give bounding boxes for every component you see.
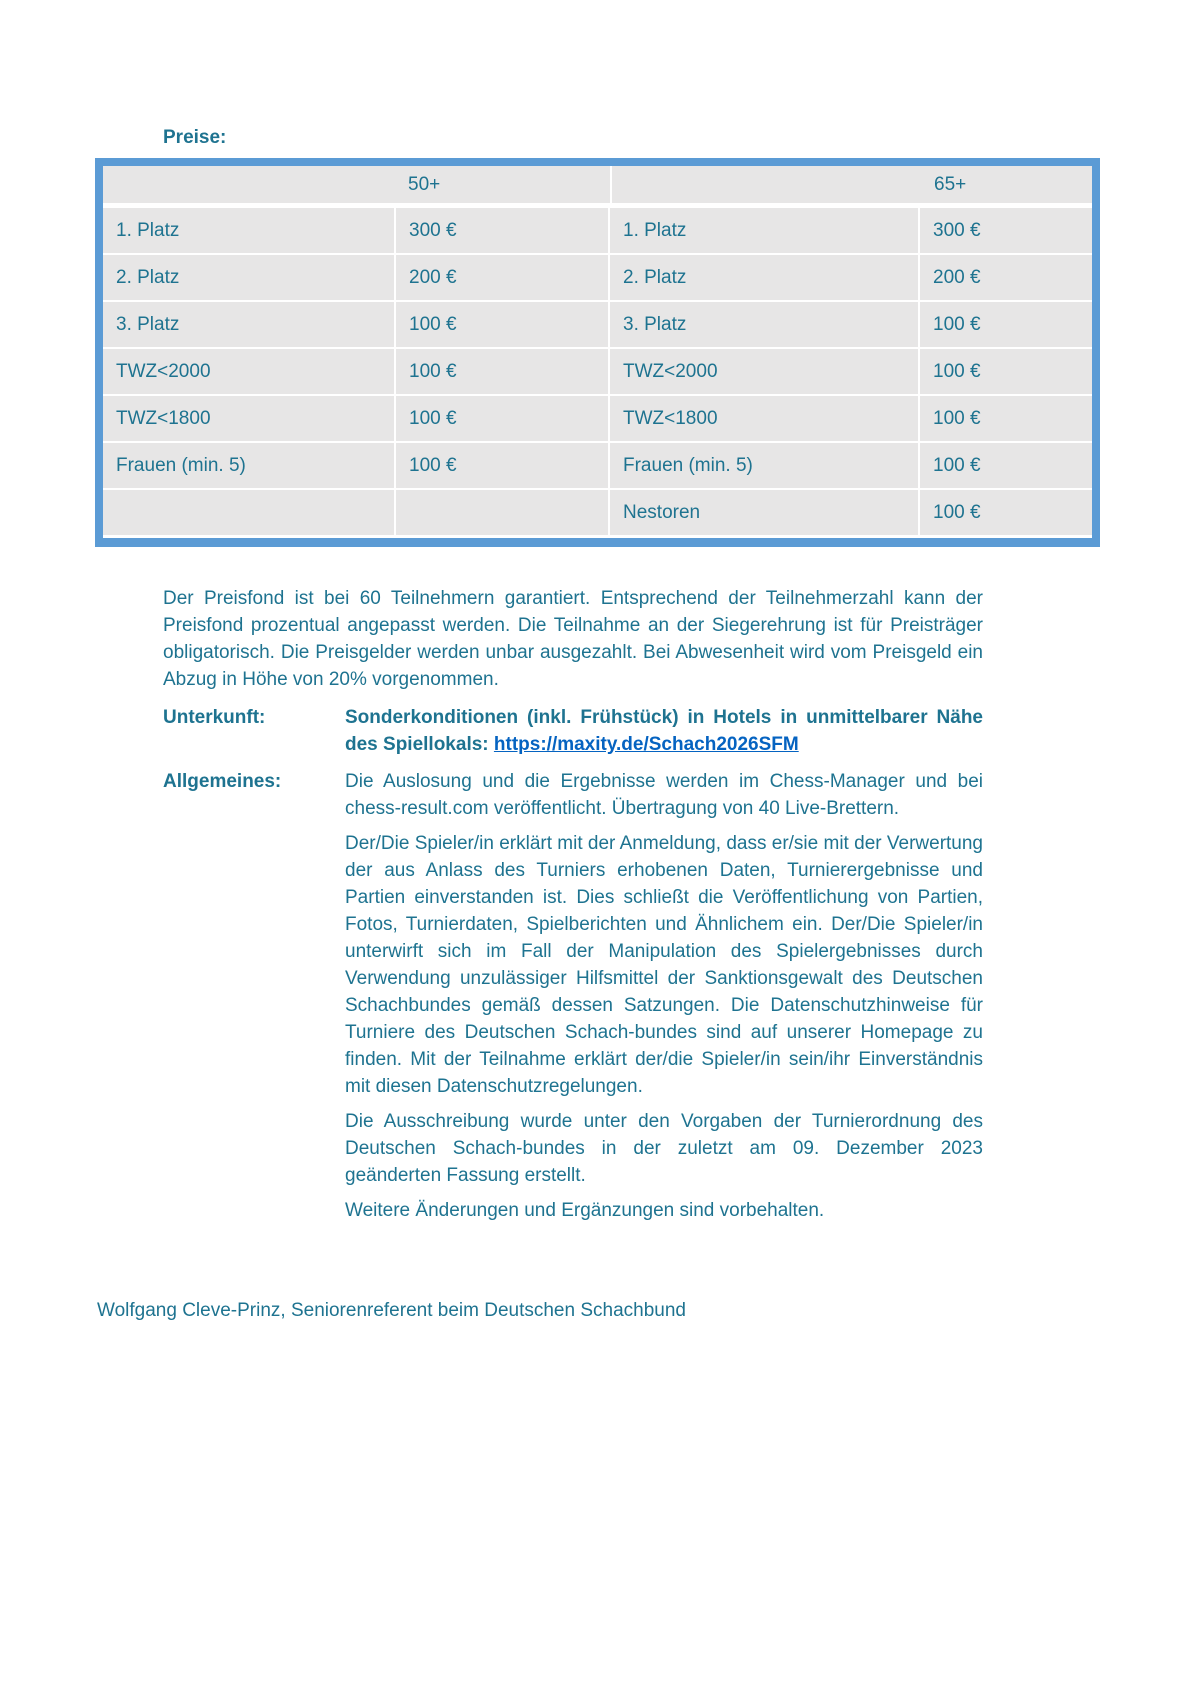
cell-category-50: 2. Platz: [103, 255, 394, 300]
cell-prize-50: 200 €: [396, 255, 608, 300]
cell-prize-65: 100 €: [920, 349, 1092, 394]
allgemeines-paragraph-auslosung: Die Auslosung und die Ergebnisse werden im Chess-Manager und bei chess-result.com veröffentlicht. Übertragung von 40 Live-Brettern.: [345, 771, 983, 819]
table-row: [103, 208, 1092, 253]
cell-prize-50: 100 €: [396, 349, 608, 394]
prize-table: [95, 158, 1100, 547]
cell-category-50: 1. Platz: [103, 208, 394, 253]
signature-line: Wolfgang Cleve-Prinz, Seniorenreferent beim Deutschen Schachbund: [97, 1300, 686, 1321]
header-cell-65plus: [612, 166, 1092, 203]
cell-prize-65: 100 €: [920, 302, 1092, 347]
unterkunft-text-body: Sonderkonditionen (inkl. Frühstück) in Hotels in unmittelbarer Nähe des Spiellokals:: [345, 707, 983, 755]
cell-prize-65: 100 €: [920, 490, 1092, 535]
cell-category-65: 3. Platz: [610, 302, 918, 347]
table-row: [103, 443, 1092, 488]
cell-prize-50: 100 €: [396, 443, 608, 488]
cell-category-65: 2. Platz: [610, 255, 918, 300]
cell-category-50: [103, 490, 394, 535]
header-cell-50plus: [103, 166, 610, 203]
table-row: [103, 302, 1092, 347]
cell-prize-50: 300 €: [396, 208, 608, 253]
cell-category-65: 1. Platz: [610, 208, 918, 253]
allgemeines-section: [163, 768, 983, 1224]
cell-prize-65: 200 €: [920, 255, 1092, 300]
table-row: [103, 490, 1092, 535]
cell-prize-50: 100 €: [396, 396, 608, 441]
cell-category-65: Nestoren: [610, 490, 918, 535]
preise-heading: Preise:: [163, 127, 227, 148]
cell-prize-65: 100 €: [920, 396, 1092, 441]
spiellokal-link[interactable]: https://maxity.de/Schach2026SFM: [493, 734, 799, 755]
cell-prize-65: 100 €: [920, 443, 1092, 488]
allgemeines-paragraph-datenschutz: Der/Die Spieler/in erklärt mit der Anmeldung, dass er/sie mit der Verwertung der aus Anlass des Turniers erhobenen Daten, Turnierergebnisse und Partien einverstanden ist. Dies schließt die Veröffentlichung von Partien, Fotos, Turnierdaten, Spielberichten und Ähnlichem ein. Der/Die Spieler/in unterwirft sich im Fall der Manipulation des Spielergebnisses durch Verwendung unzulässiger Hilfsmittel der Sanktionsgewalt des Deutschen Schachbundes gemäß dessen Satzungen. Die Datenschutzhinweise für Turniere des Deutschen Schach-bundes sind auf unserer Homepage zu finden. Mit der Teilnahme erklärt der/die Spieler/in sein/ihr Einverständnis mit diesen Datenschutzregelungen.: [345, 833, 983, 1097]
unterkunft-text: [345, 704, 983, 758]
cell-category-65: Frauen (min. 5): [610, 443, 918, 488]
cell-category-65: TWZ<1800: [610, 396, 918, 441]
table-row: [103, 255, 1092, 300]
preisfond-paragraph: Der Preisfond ist bei 60 Teilnehmern garantiert. Entsprechend der Teilnehmerzahl kann der Preisfond prozentual angepasst werden. Die Teilnahme an der Siegerehrung ist für Preisträger obligatorisch. Die Preisgelder werden unbar ausgezahlt. Bei Abwesenheit wird vom Preisgeld ein Abzug in Höhe von 20% vorgenommen.: [163, 588, 983, 690]
unterkunft-section: [163, 704, 983, 758]
cell-prize-65: 300 €: [920, 208, 1092, 253]
allgemeines-label: Allgemeines:: [163, 771, 282, 792]
table-row: [103, 396, 1092, 441]
cell-category-65: TWZ<2000: [610, 349, 918, 394]
cell-prize-50: 100 €: [396, 302, 608, 347]
allgemeines-paragraph-aenderungen: Weitere Änderungen und Ergänzungen sind vorbehalten.: [345, 1200, 825, 1221]
cell-category-50: 3. Platz: [103, 302, 394, 347]
table-row: [103, 349, 1092, 394]
cell-category-50: Frauen (min. 5): [103, 443, 394, 488]
header-label-65plus: 65+: [934, 174, 967, 195]
cell-category-50: TWZ<2000: [103, 349, 394, 394]
allgemeines-paragraph-ausschreibung: Die Ausschreibung wurde unter den Vorgaben der Turnierordnung des Deutschen Schach-bundes in der zuletzt am 09. Dezember 2023 geänderten Fassung erstellt.: [345, 1111, 983, 1186]
prize-table-header-row: [103, 166, 1092, 203]
header-label-50plus: 50+: [408, 174, 441, 195]
unterkunft-label: Unterkunft:: [163, 707, 266, 728]
cell-category-50: TWZ<1800: [103, 396, 394, 441]
cell-prize-50: [396, 490, 608, 535]
